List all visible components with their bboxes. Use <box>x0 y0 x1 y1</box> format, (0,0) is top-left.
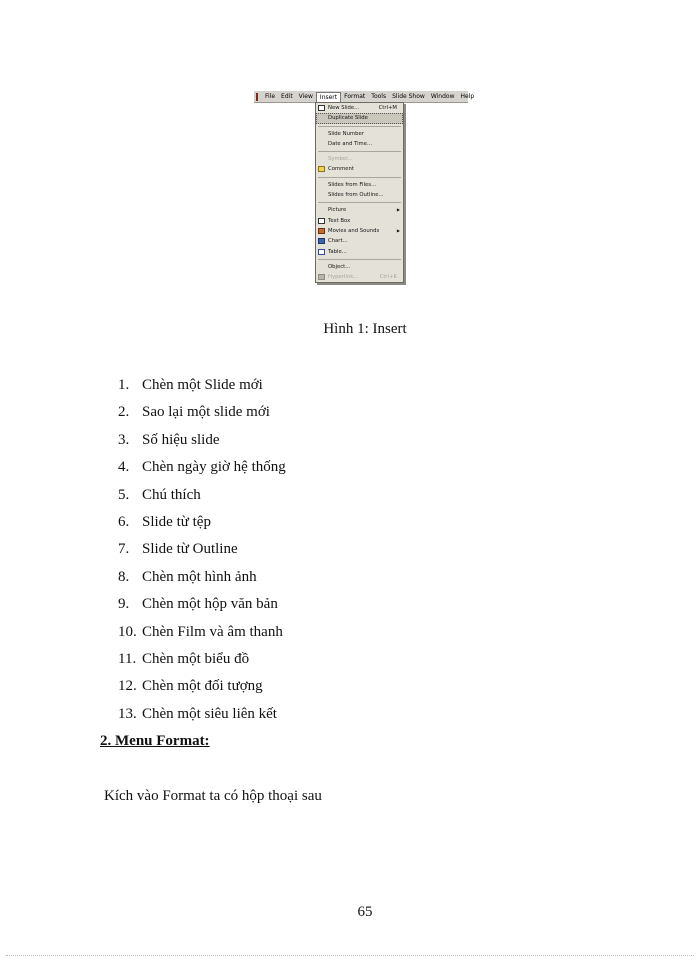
list-item-text: Chèn một Slide mới <box>142 377 263 393</box>
powerpoint-app-icon <box>256 93 258 101</box>
menubar-item-tools[interactable]: Tools <box>371 93 387 100</box>
menu-item-hyperlink <box>316 272 403 282</box>
menu-item-table[interactable] <box>316 247 403 257</box>
menubar-item-insert[interactable]: Insert <box>316 92 341 102</box>
insert-dropdown-menu <box>315 102 404 283</box>
menu-item-label: Chart... <box>328 238 348 245</box>
submenu-arrow-icon: ▶ <box>396 227 400 233</box>
list-item-number: 11. <box>118 650 137 667</box>
menu-item-label: Object... <box>328 263 351 270</box>
menubar-item-edit[interactable]: Edit <box>281 93 293 100</box>
insert-menu-screenshot <box>254 91 475 283</box>
menu-item-slides-from-outline[interactable] <box>316 190 403 200</box>
list-item-number: 6. <box>118 513 130 530</box>
list-item <box>118 509 286 536</box>
menu-item-shortcut: Ctrl+K <box>379 274 397 281</box>
menubar-item-help[interactable]: Help <box>460 93 475 100</box>
list-item <box>118 591 286 618</box>
list-item-number: 5. <box>118 486 130 503</box>
menu-separator <box>318 202 401 203</box>
menu-item-label: Picture <box>328 207 347 214</box>
menubar-item-view[interactable]: View <box>298 93 313 100</box>
menu-separator <box>318 177 401 178</box>
comment-icon <box>318 166 325 172</box>
menu-separator <box>318 126 401 127</box>
menu-item-label: Slides from Files... <box>328 181 377 188</box>
list-item-text: Số hiệu slide <box>142 431 220 448</box>
menu-item-text-box[interactable] <box>316 216 403 226</box>
list-item <box>118 536 286 563</box>
list-item-number: 13. <box>118 705 137 722</box>
menu-item-symbol <box>316 154 403 164</box>
menu-item-shortcut: Ctrl+M <box>378 105 397 111</box>
menu-item-label: Movies and Sounds <box>328 227 380 234</box>
list-item-text: Chèn Film và âm thanh <box>142 623 283 640</box>
list-item-text: Chú thích <box>142 486 201 503</box>
menu-item-label: Date and Time... <box>328 140 373 147</box>
menu-item-date-and-time[interactable] <box>316 139 403 149</box>
menubar-item-slide-show[interactable]: Slide Show <box>392 93 425 100</box>
menu-item-new-slide[interactable] <box>316 103 403 113</box>
menu-item-slides-from-files[interactable] <box>316 180 403 190</box>
menu-item-picture[interactable] <box>316 205 403 215</box>
list-item <box>118 399 286 426</box>
list-item-text: Chèn ngày giờ hệ thống <box>142 459 286 476</box>
page-number: 65 <box>357 904 373 920</box>
section-heading: 2. Menu Format: <box>100 733 210 749</box>
list-item-text: Chèn một hộp văn bản <box>142 596 278 613</box>
menu-item-label: Slide Number <box>328 130 364 137</box>
menu-item-label: Duplicate Slide <box>328 115 368 122</box>
list-item-number: 8. <box>118 568 130 585</box>
list-item-text: Chèn một siêu liên kết <box>142 705 277 722</box>
list-item-text: Slide từ tệp <box>142 513 211 530</box>
menu-item-slide-number[interactable] <box>316 129 403 139</box>
list-item-number: 4. <box>118 459 130 476</box>
menu-item-label: Symbol... <box>328 156 353 163</box>
list-item-number: 12. <box>118 678 137 695</box>
menubar-item-file[interactable]: File <box>265 93 276 100</box>
menu-item-label: Hyperlink... <box>328 274 359 281</box>
list-item-number: 2. <box>118 404 130 421</box>
list-item <box>118 372 286 399</box>
menu-item-duplicate-slide[interactable] <box>316 113 403 123</box>
hyperlink-icon <box>318 274 325 280</box>
menu-item-label: New Slide... <box>328 105 360 111</box>
list-item-text: Sao lại một slide mới <box>142 404 270 421</box>
new-slide-icon <box>318 105 325 111</box>
insert-feature-list <box>118 372 286 728</box>
list-item-text: Chèn một biểu đồ <box>142 650 250 667</box>
table-icon <box>318 249 325 255</box>
list-item <box>118 482 286 509</box>
menu-item-label: Table... <box>328 248 347 255</box>
body-paragraph: Kích vào Format ta có hộp thoại sau <box>104 788 322 804</box>
list-item-number: 9. <box>118 596 130 613</box>
movie-icon <box>318 228 325 234</box>
textbox-icon <box>318 218 325 224</box>
list-item <box>118 673 286 700</box>
menu-separator <box>318 151 401 152</box>
list-item-number: 10. <box>118 623 137 640</box>
list-item <box>118 619 286 646</box>
list-item <box>118 427 286 454</box>
menubar-item-window[interactable]: Window <box>430 93 455 100</box>
list-item-text: Chèn một đối tượng <box>142 678 263 695</box>
menu-item-label: Comment <box>328 166 354 173</box>
menu-item-comment[interactable] <box>316 164 403 174</box>
menubar-item-format[interactable]: Format <box>344 93 366 100</box>
menu-item-object[interactable] <box>316 262 403 272</box>
menu-item-chart[interactable] <box>316 236 403 246</box>
menu-separator <box>318 259 401 260</box>
menu-item-label: Slides from Outline... <box>328 192 384 199</box>
list-item <box>118 564 286 591</box>
submenu-arrow-icon: ▶ <box>396 207 400 213</box>
list-item-text: Chèn một hình ảnh <box>142 568 257 585</box>
figure-caption: Hình 1: Insert <box>323 321 407 337</box>
list-item-number: 1. <box>118 377 130 393</box>
chart-icon <box>318 238 325 244</box>
page-divider <box>6 955 694 956</box>
list-item <box>118 701 286 728</box>
list-item <box>118 646 286 673</box>
menu-item-label: Text Box <box>328 217 351 224</box>
list-item-number: 3. <box>118 431 130 448</box>
menu-item-movies-and-sounds[interactable] <box>316 226 403 236</box>
list-item-number: 7. <box>118 541 130 558</box>
list-item <box>118 454 286 481</box>
list-item-text: Slide từ Outline <box>142 541 238 558</box>
